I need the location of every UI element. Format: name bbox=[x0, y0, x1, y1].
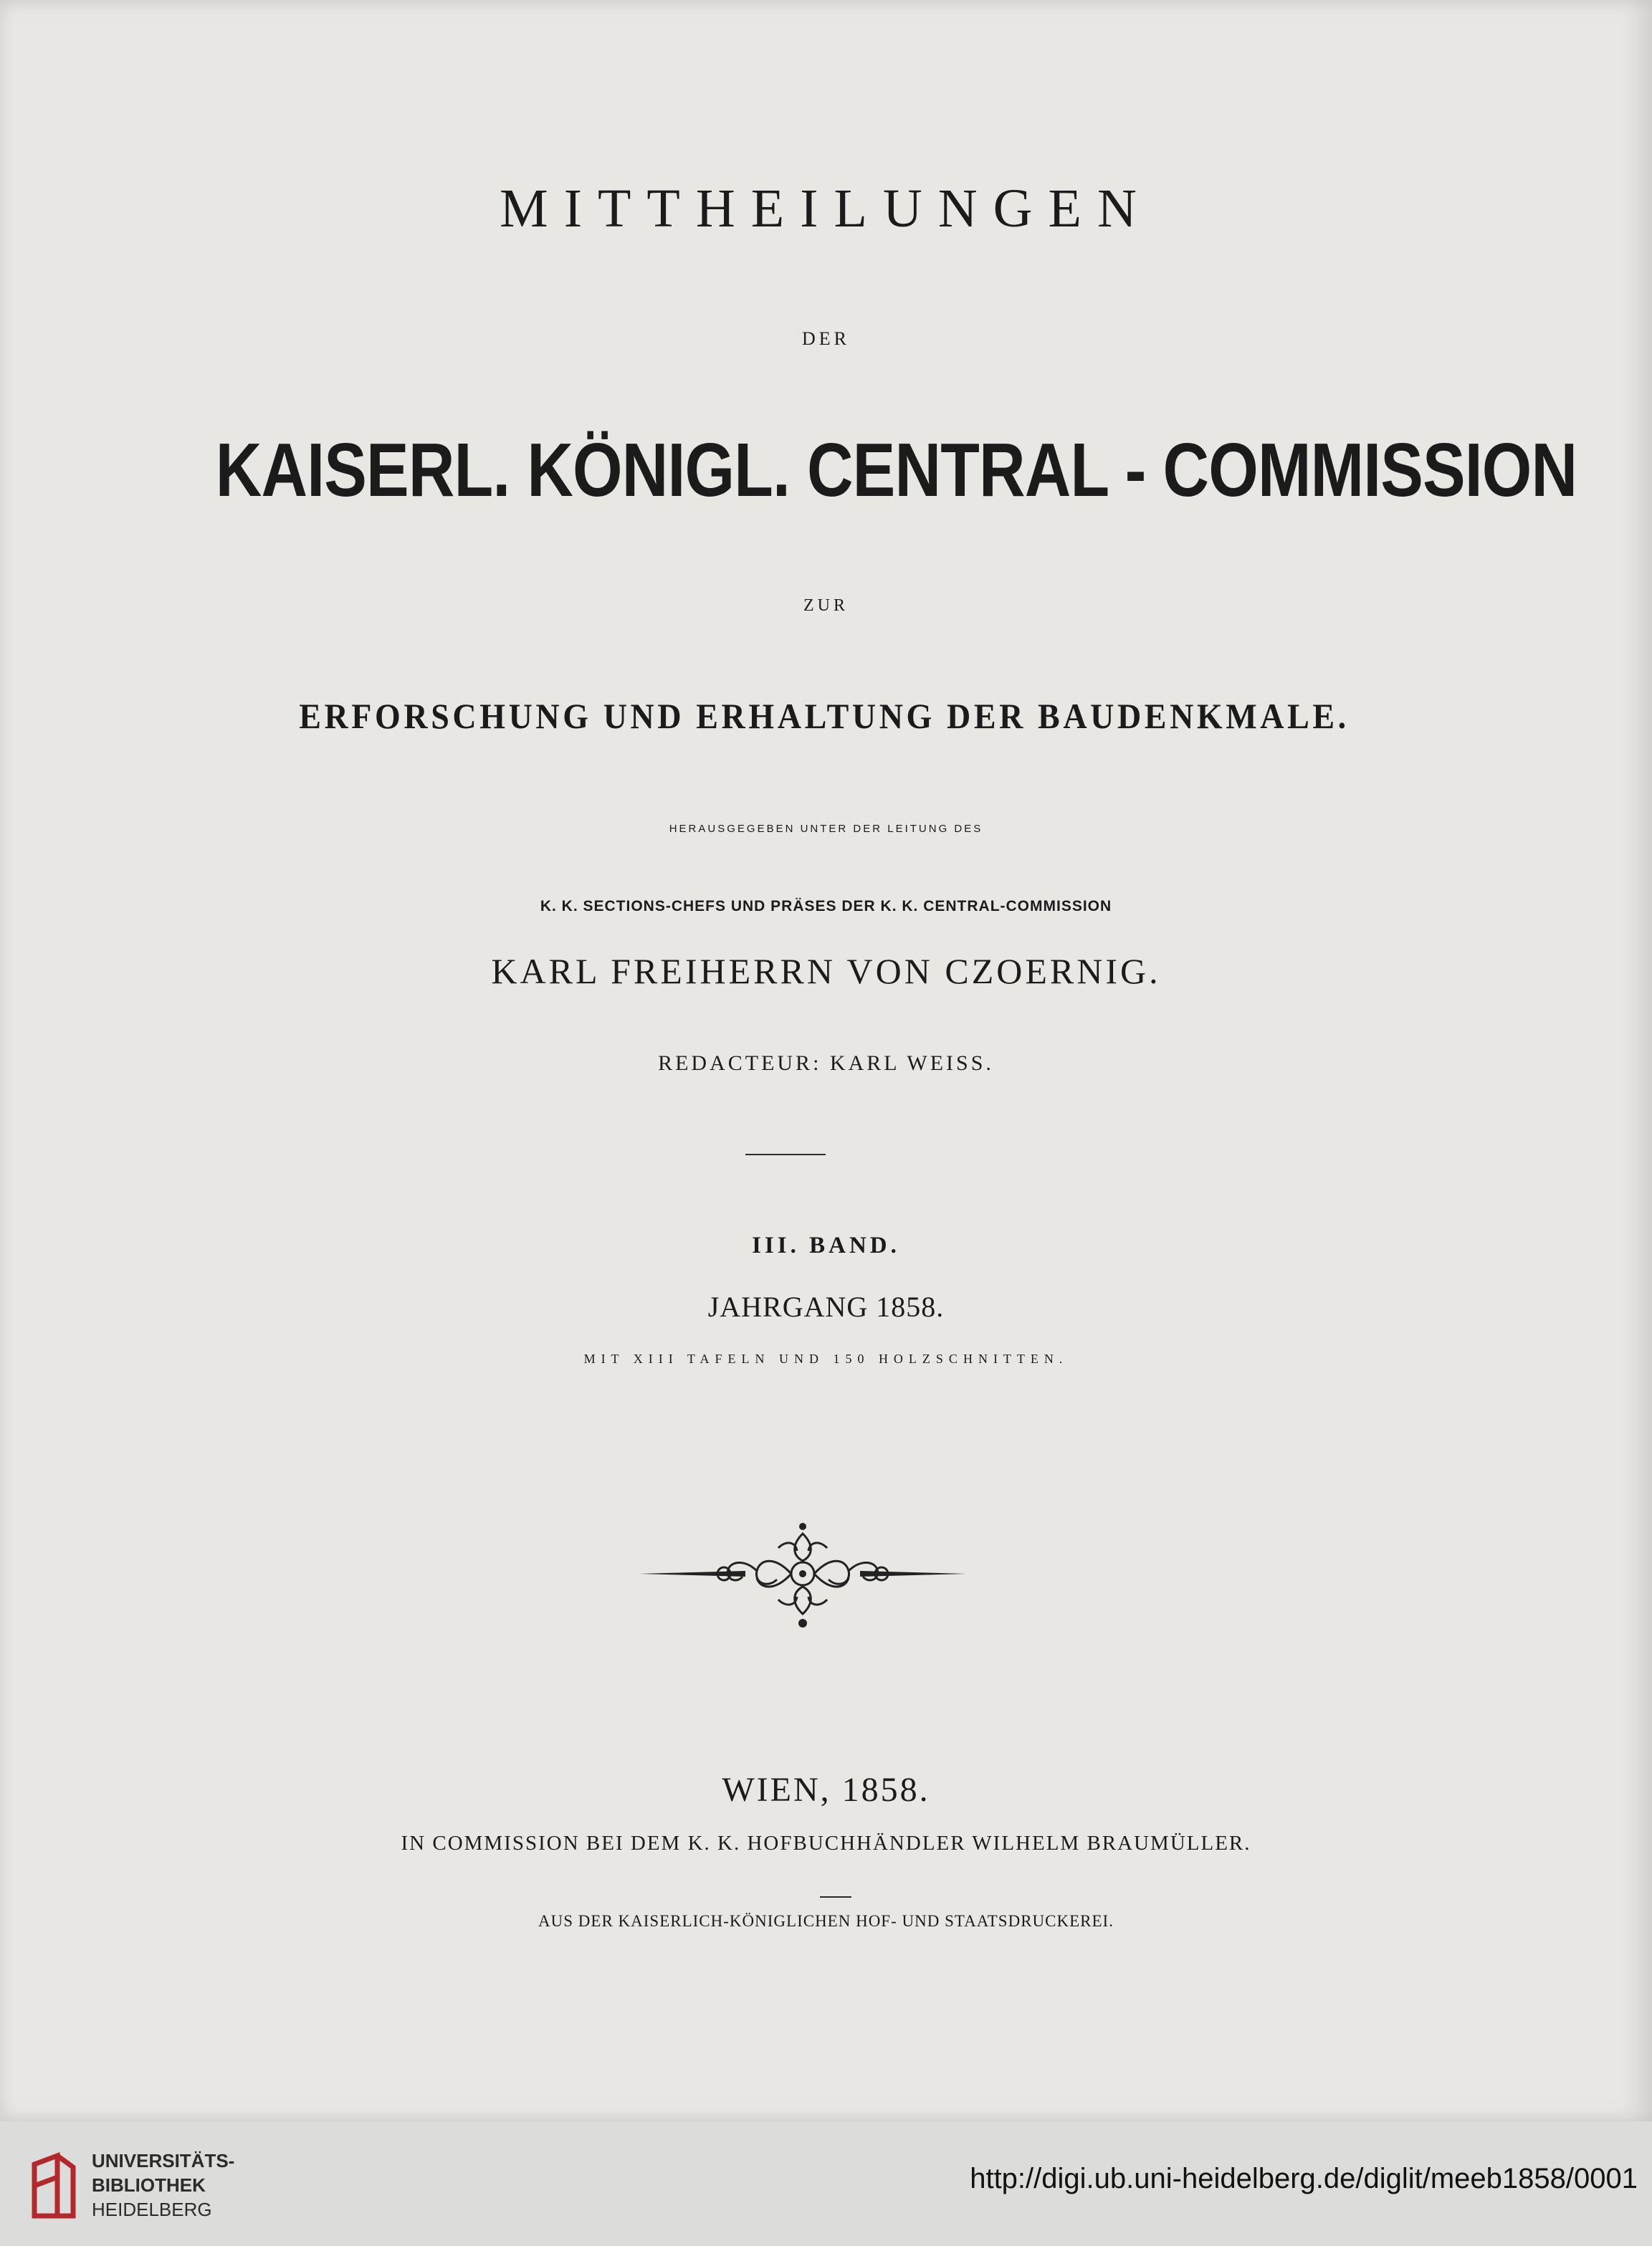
imprint-commission: IN COMMISSION BEI DEM K. K. HOFBUCHHÄNDLER WILHELM BRAUMÜLLER. bbox=[401, 1832, 1251, 1855]
editor-office: K. K. SECTIONS-CHEFS UND PRÄSES DER K. K. CENTRAL-COMMISSION bbox=[540, 898, 1112, 914]
university-library-logo bbox=[29, 2150, 79, 2222]
title-purpose: ERFORSCHUNG UND ERHALTUNG DER BAUDENKMALE. bbox=[299, 696, 1350, 736]
title-zur: ZUR bbox=[803, 596, 849, 615]
title-der: DER bbox=[802, 328, 850, 349]
imprint-rule bbox=[820, 1896, 851, 1898]
editor-name: KARL FREIHERRN VON CZOERNIG. bbox=[491, 951, 1161, 991]
redacteur: REDACTEUR: KARL WEISS. bbox=[658, 1051, 994, 1075]
library-name-line3: HEIDELBERG bbox=[92, 2199, 212, 2220]
library-name bbox=[92, 2149, 234, 2222]
permalink-url[interactable]: http://digi.ub.uni-heidelberg.de/diglit/meeb1858/0001 bbox=[970, 2163, 1638, 2194]
volume-band: III. BAND. bbox=[752, 1233, 900, 1258]
imprint-printer: AUS DER KAISERLICH-KÖNIGLICHEN HOF- UND STAATSDRUCKEREI. bbox=[538, 1912, 1114, 1930]
footer-bar bbox=[0, 2121, 1652, 2246]
volume-year: JAHRGANG 1858. bbox=[707, 1291, 945, 1323]
library-name-line2: BIBLIOTHEK bbox=[92, 2174, 206, 2196]
volume-plates: MIT XIII TAFELN UND 150 HOLZSCHNITTEN. bbox=[583, 1352, 1069, 1366]
printers-ornament bbox=[638, 1519, 968, 1634]
library-name-line1: UNIVERSITÄTS- bbox=[92, 2150, 235, 2171]
title-commission: KAISERL. KÖNIGL. CENTRAL - COMMISSION bbox=[215, 428, 1577, 513]
title-mittheilungen: MITTHEILUNGEN bbox=[500, 178, 1152, 239]
divider-rule bbox=[745, 1154, 826, 1155]
editor-intro: HERAUSGEGEBEN UNTER DER LEITUNG DES bbox=[669, 823, 983, 835]
imprint-place: WIEN, 1858. bbox=[722, 1771, 930, 1809]
